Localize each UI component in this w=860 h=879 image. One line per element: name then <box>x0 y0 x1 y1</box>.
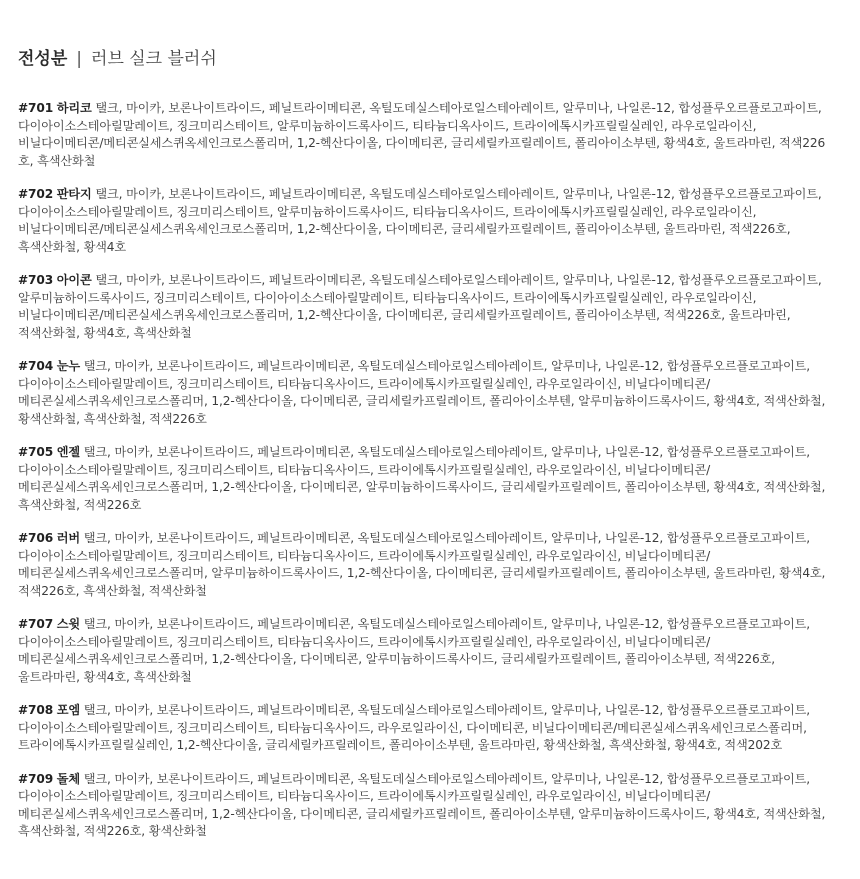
ingredient-line <box>18 307 844 325</box>
ingredient-entry <box>18 702 844 755</box>
shade-name: 스윗 <box>56 617 81 631</box>
ingredient-entry <box>18 358 844 428</box>
ingredient-text: 메티콘실세스퀴옥세인크로스폴리머, 1,2-헥산다이올, 다이메티콘, 글리세릴카프릴레이트, 폴리아이소부텐, 알루미늄하이드록사이드, 황색4호, 적색산화철, <box>18 806 826 821</box>
ingredient-line <box>18 118 844 136</box>
ingredient-line <box>18 100 844 118</box>
ingredient-text: 적색226호, 흑색산화철, 적색산화철 <box>18 583 207 598</box>
ingredient-text: 탤크, 마이카, 보론나이트라이드, 페닐트라이메티콘, 옥틸도데실스테아로일스테아레이트, 알루미나, 나일론-12, 합성플루오르플로고파이트, <box>95 101 822 115</box>
ingredient-entry <box>18 100 844 170</box>
ingredient-text: 메티콘실세스퀴옥세인크로스폴리머, 1,2-헥산다이올, 다이메티콘, 알루미늄하이드록사이드, 글리세릴카프릴레이트, 폴리아이소부텐, 황색4호, 적색산화철, <box>18 480 826 494</box>
ingredient-text: 호, 흑색산화철 <box>18 153 96 168</box>
ingredient-line <box>18 823 844 841</box>
ingredient-line <box>18 616 844 634</box>
ingredient-text: 메티콘실세스퀴옥세인크로스폴리머, 알루미늄하이드록사이드, 1,2-헥산다이올, 다이메티콘, 글리세릴카프릴레이트, 폴리아이소부텐, 울트라마린, 황색4호, <box>18 566 826 580</box>
ingredient-text: 탤크, 마이카, 보론나이트라이드, 페닐트라이메티콘, 옥틸도데실스테아로일스테아레이트, 알루미나, 나일론-12, 합성플루오르플로고파이트, <box>83 703 810 717</box>
ingredient-line <box>18 583 844 601</box>
shade-code: #702 <box>18 187 54 201</box>
shade-code: #703 <box>18 273 54 287</box>
ingredient-text: 비닐다이메티콘/메티콘실세스퀴옥세인크로스폴리머, 1,2-헥산다이올, 다이메티콘, 글리세릴카프릴레이트, 폴리아이소부텐, 울트라마린, 적색226호, <box>18 222 791 236</box>
ingredient-text: 탤크, 마이카, 보론나이트라이드, 페닐트라이메티콘, 옥틸도데실스테아로일스테아레이트, 알루미나, 나일론-12, 합성플루오르플로고파이트, <box>83 445 810 459</box>
shade-name: 포엠 <box>56 703 81 717</box>
ingredient-line <box>18 272 844 290</box>
ingredient-line <box>18 479 844 497</box>
shade-code: #705 <box>18 445 54 459</box>
ingredient-line <box>18 497 844 515</box>
shade-code: #706 <box>18 531 54 545</box>
ingredient-line <box>18 376 844 394</box>
page-header <box>18 46 844 72</box>
ingredient-line <box>18 737 844 755</box>
ingredient-text: 탤크, 마이카, 보론나이트라이드, 페닐트라이메티콘, 옥틸도데실스테아로일스테아레이트, 알루미나, 나일론-12, 합성플루오르플로고파이트, <box>83 617 810 631</box>
ingredient-text: 다이아이소스테아릴말레이트, 징크미리스테이트, 티타늄디옥사이드, 트라이에톡시카프릴릴실레인, 라우로일라이신, 비닐다이메티콘/ <box>18 634 711 649</box>
shade-code: #707 <box>18 617 54 631</box>
ingredient-line <box>18 702 844 720</box>
shade-code: #704 <box>18 359 54 373</box>
ingredient-text: 다이아이소스테아릴말레이트, 징크미리스테이트, 티타늄디옥사이드, 트라이에톡시카프릴릴실레인, 라우로일라이신, 비닐다이메티콘/ <box>18 789 711 803</box>
product-name: 러브 실크 블러쉬 <box>91 49 217 69</box>
ingredient-line <box>18 411 844 429</box>
ingredient-text: 탤크, 마이카, 보론나이트라이드, 페닐트라이메티콘, 옥틸도데실스테아로일스테아레이트, 알루미나, 나일론-12, 합성플루오르플로고파이트, <box>83 531 810 545</box>
ingredient-line <box>18 651 844 669</box>
ingredient-line <box>18 393 844 411</box>
shade-code: #708 <box>18 703 54 717</box>
ingredient-line <box>18 771 844 789</box>
ingredient-text: 탤크, 마이카, 보론나이트라이드, 페닐트라이메티콘, 옥틸도데실스테아로일스테아레이트, 알루미나, 나일론-12, 합성플루오르플로고파이트, <box>95 273 822 287</box>
ingredient-text: 다이아이소스테아릴말레이트, 징크미리스테이트, 티타늄디옥사이드, 라우로일라이신, 다이메티콘, 비닐다이메티콘/메티콘실세스퀴옥세인크로스폴리머, <box>18 720 807 735</box>
ingredient-entry <box>18 771 844 841</box>
ingredient-text: 울트라마린, 황색4호, 흑색산화철 <box>18 669 192 684</box>
page-title: 전성분 <box>18 49 68 69</box>
ingredient-line <box>18 669 844 687</box>
shade-code: #701 <box>18 101 54 115</box>
ingredient-line <box>18 358 844 376</box>
ingredient-text: 탤크, 마이카, 보론나이트라이드, 페닐트라이메티콘, 옥틸도데실스테아로일스테아레이트, 알루미나, 나일론-12, 합성플루오르플로고파이트, <box>83 359 810 373</box>
shade-name: 엔젤 <box>56 445 81 459</box>
ingredient-text: 트라이에톡시카프릴릴실레인, 1,2-헥산다이올, 글리세릴카프릴레이트, 폴리아이소부텐, 울트라마린, 황색산화철, 흑색산화철, 황색4호, 적색202호 <box>18 738 783 752</box>
ingredient-text: 비닐다이메티콘/메티콘실세스퀴옥세인크로스폴리머, 1,2-헥산다이올, 다이메티콘, 글리세릴카프릴레이트, 폴리아이소부텐, 적색226호, 울트라마린, <box>18 308 791 322</box>
ingredient-line <box>18 239 844 257</box>
shade-name: 하리코 <box>56 101 92 115</box>
ingredient-entry <box>18 186 844 256</box>
ingredient-text: 다이아이소스테아릴말레이트, 징크미리스테이트, 알루미늄하이드록사이드, 티타늄디옥사이드, 트라이에톡시카프릴릴실레인, 라우로일라이신, <box>18 118 757 133</box>
ingredient-text: 메티콘실세스퀴옥세인크로스폴리머, 1,2-헥산다이올, 다이메티콘, 알루미늄하이드록사이드, 글리세릴카프릴레이트, 폴리아이소부텐, 적색226호, <box>18 652 775 666</box>
ingredient-line <box>18 290 844 308</box>
ingredient-entry <box>18 444 844 514</box>
ingredient-text: 탤크, 마이카, 보론나이트라이드, 페닐트라이메티콘, 옥틸도데실스테아로일스테아레이트, 알루미나, 나일론-12, 합성플루오르플로고파이트, <box>83 771 810 786</box>
ingredient-line <box>18 565 844 583</box>
ingredient-line <box>18 186 844 204</box>
ingredient-line <box>18 548 844 566</box>
ingredient-text: 흑색산화철, 적색226호, 황색산화철 <box>18 824 207 838</box>
shade-name: 눈누 <box>56 359 81 373</box>
shade-name: 아이콘 <box>56 273 92 287</box>
ingredient-entry <box>18 530 844 600</box>
ingredient-text: 흑색산화철, 적색226호 <box>18 497 142 512</box>
ingredient-text: 알루미늄하이드록사이드, 징크미리스테이트, 다이아이소스테아릴말레이트, 티타늄디옥사이드, 트라이에톡시카프릴릴실레인, 라우로일라이신, <box>18 290 757 305</box>
title-separator: | <box>76 49 83 69</box>
shade-name: 러버 <box>56 531 81 545</box>
ingredient-text: 메티콘실세스퀴옥세인크로스폴리머, 1,2-헥산다이올, 다이메티콘, 글리세릴카프릴레이트, 폴리아이소부텐, 알루미늄하이드록사이드, 황색4호, 적색산화철, <box>18 394 826 408</box>
ingredient-line <box>18 221 844 239</box>
shade-name: 판타지 <box>56 187 92 201</box>
ingredient-text: 적색산화철, 황색4호, 흑색산화철 <box>18 325 192 340</box>
ingredient-line <box>18 153 844 171</box>
ingredient-line <box>18 530 844 548</box>
ingredient-text: 탤크, 마이카, 보론나이트라이드, 페닐트라이메티콘, 옥틸도데실스테아로일스테아레이트, 알루미나, 나일론-12, 합성플루오르플로고파이트, <box>95 187 822 201</box>
ingredient-text: 흑색산화철, 황색4호 <box>18 239 127 254</box>
ingredient-text: 다이아이소스테아릴말레이트, 징크미리스테이트, 티타늄디옥사이드, 트라이에톡시카프릴릴실레인, 라우로일라이신, 비닐다이메티콘/ <box>18 548 711 563</box>
ingredient-line <box>18 788 844 806</box>
ingredient-text: 비닐다이메티콘/메티콘실세스퀴옥세인크로스폴리머, 1,2-헥산다이올, 다이메티콘, 글리세릴카프릴레이트, 폴리아이소부텐, 황색4호, 울트라마린, 적색226 <box>18 136 826 150</box>
ingredient-line <box>18 806 844 824</box>
ingredient-text: 다이아이소스테아릴말레이트, 징크미리스테이트, 티타늄디옥사이드, 트라이에톡시카프릴릴실레인, 라우로일라이신, 비닐다이메티콘/ <box>18 376 711 391</box>
ingredient-line <box>18 720 844 738</box>
ingredient-line <box>18 325 844 343</box>
ingredient-entry <box>18 616 844 686</box>
ingredient-line <box>18 444 844 462</box>
ingredient-line <box>18 204 844 222</box>
ingredient-line <box>18 462 844 480</box>
ingredient-text: 다이아이소스테아릴말레이트, 징크미리스테이트, 티타늄디옥사이드, 트라이에톡시카프릴릴실레인, 라우로일라이신, 비닐다이메티콘/ <box>18 462 711 477</box>
shade-code: #709 <box>18 771 54 786</box>
ingredient-line <box>18 135 844 153</box>
ingredient-entry <box>18 272 844 342</box>
ingredient-list <box>18 100 844 841</box>
shade-name: 돌체 <box>56 771 81 786</box>
ingredient-line <box>18 634 844 652</box>
ingredient-text: 다이아이소스테아릴말레이트, 징크미리스테이트, 알루미늄하이드록사이드, 티타늄디옥사이드, 트라이에톡시카프릴릴실레인, 라우로일라이신, <box>18 204 757 219</box>
ingredient-text: 황색산화철, 흑색산화철, 적색226호 <box>18 411 207 426</box>
